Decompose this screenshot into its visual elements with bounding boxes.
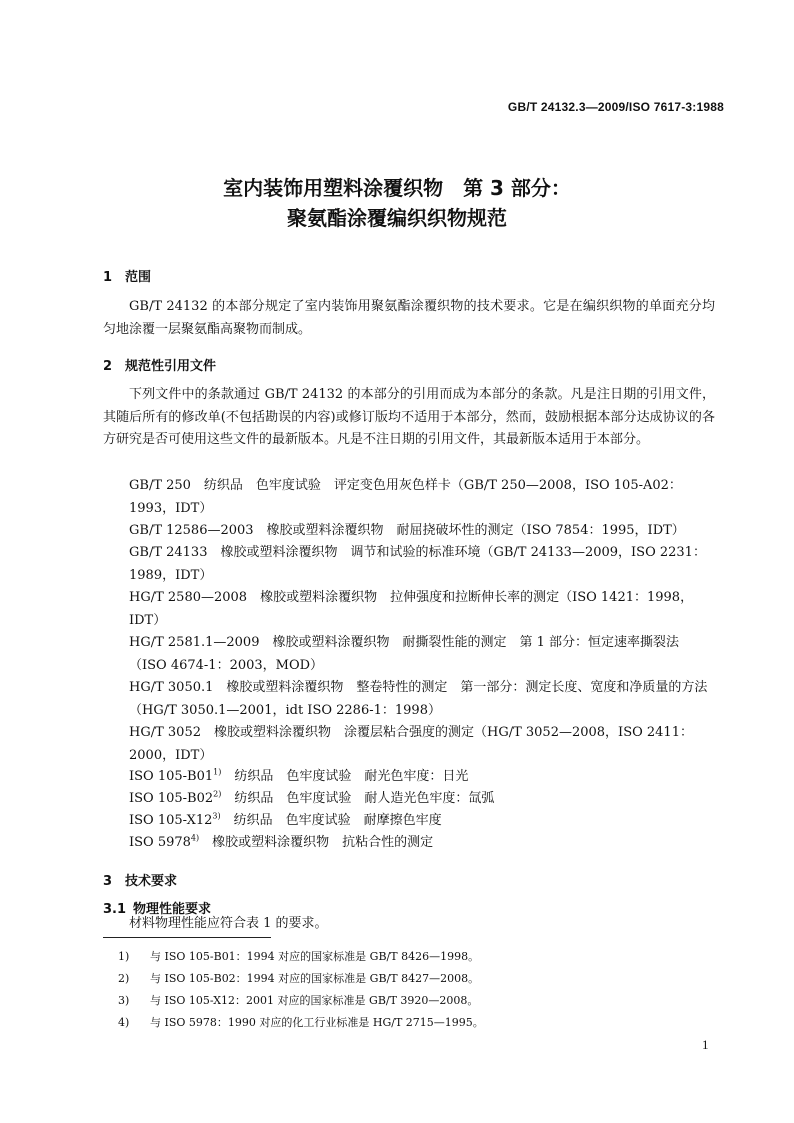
reference-text: 橡胶或塑料涂覆织物 抗粘合性的测定 <box>199 835 434 850</box>
reference-text: HG/T 3052 橡胶或塑料涂覆织物 涂覆层粘合强度的测定（HG/T 3052—2008，ISO 2411：2000，IDT） <box>129 725 693 763</box>
reference-text: 纺织品 色牢度试验 耐摩擦色牢度 <box>220 813 442 828</box>
section-number: 3 <box>103 874 113 889</box>
footnote-marker: 4) <box>190 833 200 843</box>
reference-code: ISO 105-B02 <box>129 791 214 806</box>
footnote-text: 与 ISO 5978：1990 对应的化工行业标准是 HG/T 2715—1995。 <box>150 1016 484 1029</box>
section-number: 1 <box>103 270 113 285</box>
reference-item <box>103 587 715 632</box>
section-title: 范围 <box>125 270 152 285</box>
reference-text: GB/T 250 纺织品 色牢度试验 评定变色用灰色样卡（GB/T 250—2008，ISO 105-A02：1993，IDT） <box>129 478 682 516</box>
footnote-text: 与 ISO 105-B02：1994 对应的国家标准是 GB/T 8427—2008。 <box>150 972 480 985</box>
reference-item <box>103 520 715 543</box>
reference-item <box>103 832 715 855</box>
footnote-number: 1) <box>118 950 130 963</box>
section-title: 技术要求 <box>125 874 178 889</box>
section-title: 规范性引用文件 <box>125 359 217 374</box>
reference-text: 纺织品 色牢度试验 耐人造光色牢度：氙弧 <box>221 791 495 806</box>
footnote-text: 与 ISO 105-B01：1994 对应的国家标准是 GB/T 8426—1998。 <box>150 950 480 963</box>
document-title-line-1: 室内装饰用塑料涂覆织物 第 3 部分： <box>223 176 571 200</box>
reference-item <box>103 475 715 520</box>
reference-item <box>103 766 715 789</box>
footnote-number: 2) <box>118 972 130 985</box>
footnote-number: 3) <box>118 994 130 1007</box>
reference-item <box>103 722 715 767</box>
page-number: 1 <box>702 1037 709 1052</box>
section-3-heading <box>103 870 177 889</box>
reference-item <box>103 677 715 722</box>
section-2-heading <box>103 355 216 374</box>
reference-item <box>103 788 715 811</box>
reference-text: GB/T 12586—2003 橡胶或塑料涂覆织物 耐屈挠破坏性的测定（ISO 7854：1995，IDT） <box>129 523 685 538</box>
footnote-marker: 3) <box>212 811 221 821</box>
section-number: 2 <box>103 359 113 374</box>
reference-item <box>103 632 715 677</box>
references-intro-paragraph: 下列文件中的条款通过 GB/T 24132 的本部分的引用而成为本部分的条款。凡是注日期的引用文件，其随后所有的修改单(不包括勘误的内容)或修订版均不适用于本部分，然而，鼓励根据本部分达成协议的各方研究是否可使用这些文件的最新版本。凡是不注日期的引用文件，其最新版本适用于本部分。 <box>103 387 715 447</box>
reference-item <box>103 542 715 587</box>
reference-text: HG/T 2581.1—2009 橡胶或塑料涂覆织物 耐撕裂性能的测定 第 1 部分：恒定速率撕裂法（ISO 4674-1：2003，MOD） <box>129 635 680 673</box>
document-title-line-2: 聚氨酯涂覆编织织物规范 <box>287 206 507 230</box>
footnote <box>118 992 478 1008</box>
reference-item <box>103 810 715 833</box>
scope-paragraph: GB/T 24132 的本部分规定了室内装饰用聚氨酯涂覆织物的技术要求。它是在编织织物的单面充分均匀地涂覆一层聚氨酯高聚物而制成。 <box>103 299 715 337</box>
reference-text: 纺织品 色牢度试验 耐光色牢度：日光 <box>221 769 469 784</box>
reference-code: ISO 105-X12 <box>129 813 213 828</box>
footnote <box>118 948 479 964</box>
footnote-marker: 2) <box>213 789 222 799</box>
section-1-heading <box>103 266 151 285</box>
requirement-paragraph: 材料物理性能应符合表 1 的要求。 <box>129 916 328 931</box>
footnote-text: 与 ISO 105-X12：2001 对应的国家标准是 GB/T 3920—2008。 <box>150 994 479 1007</box>
footnote-marker: 1) <box>213 767 222 777</box>
footnote-number: 4) <box>118 1016 130 1029</box>
reference-code: ISO 5978 <box>129 835 191 850</box>
section-number: 3.1 <box>103 902 127 917</box>
reference-text: HG/T 2580—2008 橡胶或塑料涂覆织物 拉伸强度和拉断伸长率的测定（ISO 1421：1998，IDT） <box>129 590 694 628</box>
reference-text: GB/T 24133 橡胶或塑料涂覆织物 调节和试验的标准环境（GB/T 24133—2009，ISO 2231：1989，IDT） <box>129 545 706 583</box>
reference-text: HG/T 3050.1 橡胶或塑料涂覆织物 整卷特性的测定 第一部分：测定长度、宽度和净质量的方法（HG/T 3050.1—2001，idt ISO 2286-1：1998） <box>129 680 708 718</box>
footnote <box>118 970 479 986</box>
reference-code: ISO 105-B01 <box>129 769 214 784</box>
section-title: 物理性能要求 <box>133 902 212 917</box>
footnote <box>118 1014 484 1030</box>
standard-code-header: GB/T 24132.3—2009/ISO 7617-3:1988 <box>507 100 724 114</box>
footnote-divider <box>103 937 271 938</box>
